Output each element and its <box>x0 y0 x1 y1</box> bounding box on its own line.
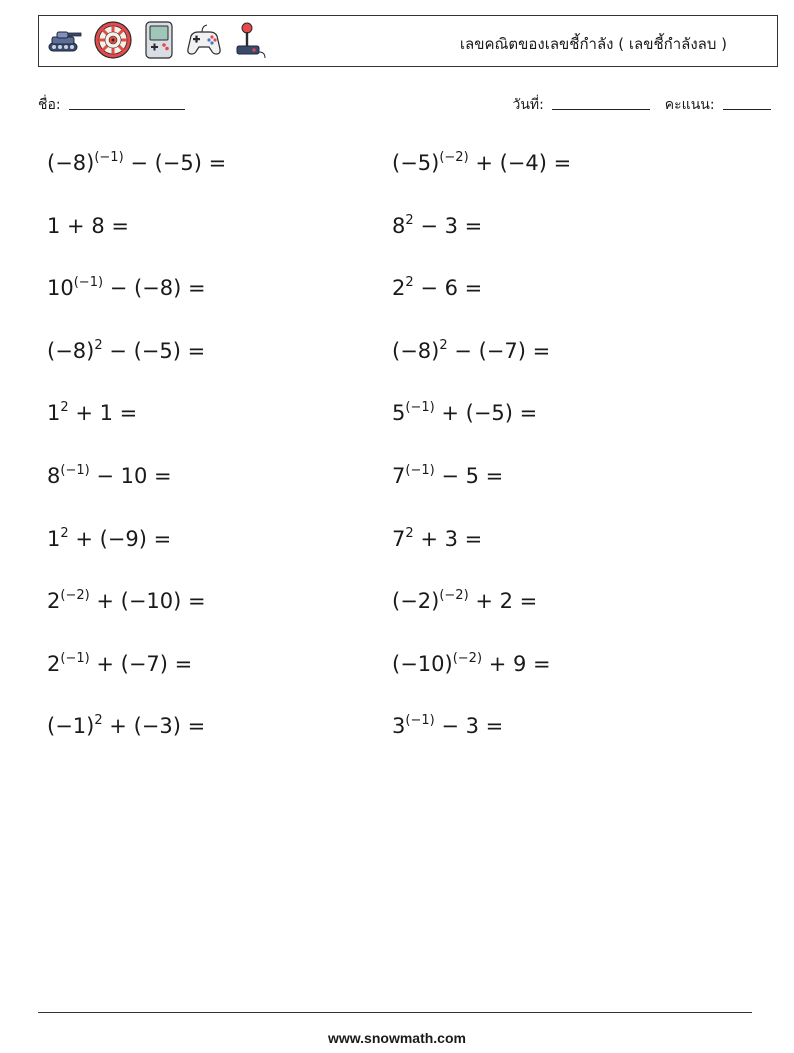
problem-operation: − 3 = <box>434 714 504 739</box>
problem-base: 5 <box>392 401 406 426</box>
problem-exponent: (−1) <box>405 400 435 416</box>
problem-operation: + 2 = <box>468 589 538 614</box>
problem-exponent: 2 <box>405 525 414 541</box>
problem-operation: + 1 = <box>68 401 138 426</box>
problem-operation: + 3 = <box>413 526 483 551</box>
problem-base: 2 <box>47 651 61 676</box>
problem-base: 7 <box>392 464 406 488</box>
joystick-icon <box>233 20 269 64</box>
problem-item <box>47 275 206 301</box>
problem-exponent: (−1) <box>60 650 90 666</box>
gamepad-icon <box>185 22 223 62</box>
dartboard-icon <box>93 20 133 64</box>
date-blank-line[interactable] <box>552 95 650 110</box>
name-label: ชื่อ: <box>38 97 61 113</box>
problem-exponent: (−2) <box>439 588 469 604</box>
problem-item <box>392 400 537 426</box>
problem-base: (−5) <box>392 151 440 175</box>
problem-operation: + (−7) = <box>89 651 193 676</box>
problem-base: 1 <box>47 213 61 238</box>
problem-exponent: (−2) <box>452 650 483 666</box>
problem-base: 7 <box>392 526 406 551</box>
problem-item <box>47 463 172 489</box>
problem-operation: − (−7) = <box>447 338 551 363</box>
tank-icon <box>43 25 83 59</box>
problem-item <box>47 713 205 739</box>
problem-base: (−8) <box>392 338 440 363</box>
problem-item <box>47 338 205 364</box>
problem-exponent: 2 <box>405 212 414 228</box>
problem-item <box>392 150 571 176</box>
problem-exponent: 2 <box>60 525 69 541</box>
student-info-row <box>38 94 771 116</box>
score-label: คะแนน: <box>664 97 715 113</box>
problem-item <box>392 213 482 239</box>
problem-exponent: 2 <box>405 275 414 291</box>
problem-base: (−8) <box>47 151 95 175</box>
name-field <box>38 94 185 116</box>
problem-item <box>392 275 482 301</box>
problem-base: 1 <box>47 401 61 426</box>
name-blank-line[interactable] <box>69 95 185 110</box>
problem-operation: + (−10) = <box>89 589 206 614</box>
problem-exponent: (−1) <box>405 713 435 729</box>
problem-base: 2 <box>392 276 406 301</box>
problem-operation: − 10 = <box>89 464 172 488</box>
problem-operation: − (−5) = <box>102 338 206 363</box>
problem-exponent: (−2) <box>439 150 469 165</box>
problem-operation: − 6 = <box>413 276 483 301</box>
problem-base: (−8) <box>47 338 95 363</box>
problem-exponent: (−1) <box>73 275 104 291</box>
problem-operation: + (−3) = <box>102 714 206 739</box>
problem-base: 2 <box>47 589 61 614</box>
date-score-fields <box>512 94 771 116</box>
problem-base: 10 <box>47 276 74 301</box>
problem-exponent: 2 <box>94 713 103 729</box>
problem-exponent: 2 <box>60 400 69 416</box>
problem-item <box>392 651 551 677</box>
worksheet-title: เลขคณิตของเลขชี้กำลัง ( เลขชี้กำลังลบ ) <box>459 35 727 53</box>
problem-item <box>47 651 192 677</box>
problem-operation: − (−5) = <box>123 151 227 175</box>
problem-operation: − 3 = <box>413 213 483 238</box>
footer-divider <box>38 1012 752 1013</box>
problem-base: (−1) <box>47 714 95 739</box>
problem-operation: − 5 = <box>434 464 504 488</box>
problem-item <box>392 526 482 552</box>
footer-website: www.snowmath.com <box>328 1030 466 1046</box>
problem-item <box>47 526 171 552</box>
header-icons <box>43 22 269 62</box>
problem-exponent: (−1) <box>94 150 124 165</box>
problem-item <box>392 588 537 614</box>
problem-base: 3 <box>392 714 406 739</box>
problem-operation: + (−4) = <box>468 151 572 175</box>
problem-base: (−10) <box>392 651 453 676</box>
problem-item <box>47 400 137 426</box>
problem-operation: + 9 = <box>482 651 551 676</box>
problem-base: (−2) <box>392 589 440 614</box>
problem-item <box>47 588 206 614</box>
problem-item <box>47 150 226 176</box>
problem-base: 8 <box>47 464 61 488</box>
problem-exponent: (−2) <box>60 588 90 604</box>
problem-item <box>47 213 129 239</box>
problem-exponent: 2 <box>439 337 448 353</box>
problem-operation: + 8 = <box>60 213 129 238</box>
worksheet-header <box>38 15 778 67</box>
problem-exponent: (−1) <box>60 463 90 478</box>
score-blank-line[interactable] <box>723 95 771 110</box>
problem-operation: + (−9) = <box>68 526 172 551</box>
problem-base: 8 <box>392 213 406 238</box>
problem-item <box>392 338 550 364</box>
problem-operation: + (−5) = <box>434 401 538 426</box>
handheld-console-icon <box>143 20 175 64</box>
problem-exponent: 2 <box>94 337 103 353</box>
date-label: วันที่: <box>512 97 544 113</box>
problem-operation: − (−8) = <box>103 276 206 301</box>
problem-base: 1 <box>47 526 61 551</box>
problem-item <box>392 463 503 489</box>
problem-item <box>392 713 503 739</box>
problem-exponent: (−1) <box>405 463 435 478</box>
